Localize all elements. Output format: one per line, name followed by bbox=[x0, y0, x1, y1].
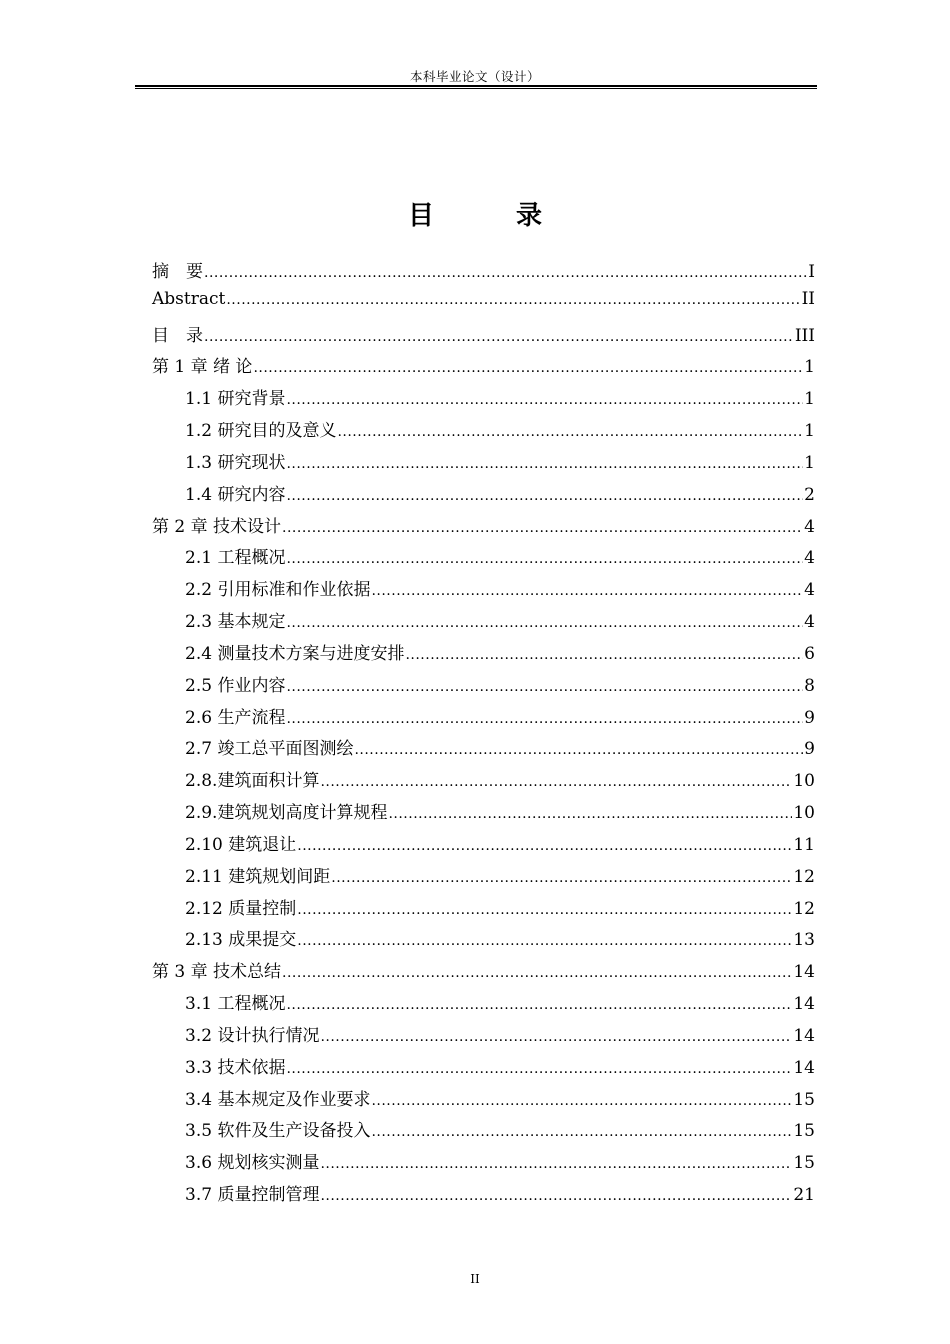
toc-entry-label: 2.8.建筑面积计算 bbox=[185, 771, 320, 792]
toc-entry[interactable] bbox=[152, 671, 815, 703]
toc-entry-label: 2.13 成果提交 bbox=[185, 930, 297, 951]
toc-dot-leader bbox=[286, 485, 803, 505]
toc-entry-label: 3.6 规划核实测量 bbox=[185, 1153, 320, 1174]
toc-dot-leader bbox=[320, 1153, 792, 1173]
toc-entry-label: 3.4 基本规定及作业要求 bbox=[185, 1089, 371, 1110]
toc-entry-page: 15 bbox=[793, 1121, 815, 1142]
toc-entry[interactable] bbox=[152, 1021, 815, 1053]
toc-entry-page: 12 bbox=[793, 866, 815, 887]
toc-entry[interactable] bbox=[152, 989, 815, 1021]
toc-dot-leader bbox=[286, 548, 803, 568]
toc-entry-page: 10 bbox=[793, 771, 815, 792]
toc-entry-label: 第 2 章 技术设计 bbox=[152, 516, 282, 537]
toc-entry-label: 1.3 研究现状 bbox=[185, 452, 286, 473]
toc-dot-leader bbox=[282, 962, 792, 982]
toc-entry-page: 15 bbox=[793, 1153, 815, 1174]
toc-entry-page: 6 bbox=[804, 643, 815, 664]
toc-entry[interactable] bbox=[152, 639, 815, 671]
toc-entry[interactable] bbox=[152, 894, 815, 926]
toc-dot-leader bbox=[297, 930, 792, 950]
toc-entry[interactable] bbox=[152, 1180, 815, 1212]
toc-entry-page: 1 bbox=[804, 357, 815, 378]
toc-entry-label: 3.1 工程概况 bbox=[185, 994, 286, 1015]
toc-entry-label: 2.1 工程概况 bbox=[185, 548, 286, 569]
toc-entry[interactable] bbox=[152, 416, 815, 448]
toc-entry-label: 1.4 研究内容 bbox=[185, 484, 286, 505]
toc-entry[interactable] bbox=[152, 384, 815, 416]
toc-entry-label: 2.2 引用标准和作业依据 bbox=[185, 580, 371, 601]
toc-dot-leader bbox=[286, 1058, 792, 1078]
toc-entry[interactable] bbox=[152, 607, 815, 639]
toc-dot-leader bbox=[226, 289, 800, 309]
toc-entry-page: 13 bbox=[793, 930, 815, 951]
toc-entry-label: 2.9.建筑规划高度计算规程 bbox=[185, 803, 388, 824]
toc-entry-label: 3.7 质量控制管理 bbox=[185, 1185, 320, 1206]
toc-dot-leader bbox=[297, 835, 792, 855]
toc-dot-leader bbox=[354, 739, 803, 759]
toc-entry[interactable] bbox=[152, 289, 815, 321]
toc-entry[interactable] bbox=[152, 321, 815, 353]
toc-entry[interactable] bbox=[152, 734, 815, 766]
toc-entry-label: 3.5 软件及生产设备投入 bbox=[185, 1121, 371, 1142]
toc-entry[interactable] bbox=[152, 543, 815, 575]
toc-entry-label: 2.7 竣工总平面图测绘 bbox=[185, 739, 354, 760]
toc-entry-page: 14 bbox=[793, 1025, 815, 1046]
toc-entry[interactable] bbox=[152, 257, 815, 289]
toc-entry-label: 2.5 作业内容 bbox=[185, 675, 286, 696]
toc-entry-label: 第 1 章 绪 论 bbox=[152, 357, 253, 378]
toc-entry-label: 3.2 设计执行情况 bbox=[185, 1025, 320, 1046]
toc-entry-page: 15 bbox=[793, 1089, 815, 1110]
toc-dot-leader bbox=[331, 867, 792, 887]
toc-dot-leader bbox=[337, 421, 803, 441]
toc-entry-page: 9 bbox=[804, 739, 815, 760]
toc-entry-page: 12 bbox=[793, 898, 815, 919]
toc-entry-page: 4 bbox=[804, 612, 815, 633]
toc-entry-label: 2.3 基本规定 bbox=[185, 612, 286, 633]
toc-dot-leader bbox=[286, 708, 803, 728]
toc-entry-page: 4 bbox=[804, 580, 815, 601]
toc-dot-leader bbox=[204, 262, 807, 282]
toc-entry-page: 9 bbox=[804, 707, 815, 728]
toc-dot-leader bbox=[371, 1090, 792, 1110]
toc-entry-page: 1 bbox=[804, 452, 815, 473]
toc-dot-leader bbox=[286, 676, 803, 696]
toc-entry-label: 1.2 研究目的及意义 bbox=[185, 421, 337, 442]
toc-entry[interactable] bbox=[152, 575, 815, 607]
toc-dot-leader bbox=[405, 644, 803, 664]
toc-entry-label: 摘 要 bbox=[152, 262, 203, 282]
toc-entry-page: I bbox=[808, 262, 815, 282]
toc-entry[interactable] bbox=[152, 1148, 815, 1180]
toc-entry-page: 4 bbox=[804, 516, 815, 537]
toc-dot-leader bbox=[286, 389, 803, 409]
toc-dot-leader bbox=[253, 357, 803, 377]
toc-entry-label: 2.11 建筑规划间距 bbox=[185, 866, 331, 887]
toc-entry-label: 2.4 测量技术方案与进度安排 bbox=[185, 643, 405, 664]
toc-dot-leader bbox=[371, 580, 803, 600]
toc-dot-leader bbox=[286, 612, 803, 632]
toc-dot-leader bbox=[286, 994, 792, 1014]
page-number: II bbox=[470, 1272, 480, 1286]
toc-entry-page: 2 bbox=[804, 484, 815, 505]
toc-entry-page: 21 bbox=[793, 1185, 815, 1206]
toc-entry-page: 11 bbox=[793, 834, 815, 855]
toc-entry-label: 第 3 章 技术总结 bbox=[152, 962, 282, 983]
toc-list bbox=[152, 257, 815, 1212]
toc-entry[interactable] bbox=[152, 352, 815, 384]
toc-entry-page: II bbox=[801, 288, 815, 309]
toc-entry-page: 8 bbox=[804, 675, 815, 696]
toc-dot-leader bbox=[204, 326, 794, 346]
toc-dot-leader bbox=[282, 517, 803, 537]
toc-entry[interactable] bbox=[152, 512, 815, 544]
toc-dot-leader bbox=[297, 899, 792, 919]
toc-entry-label: 1.1 研究背景 bbox=[185, 389, 286, 410]
toc-entry-page: 4 bbox=[804, 548, 815, 569]
toc-dot-leader bbox=[286, 453, 803, 473]
toc-entry-label: 目 录 bbox=[152, 325, 203, 346]
running-header: 本科毕业论文（设计） bbox=[409, 69, 540, 84]
toc-dot-leader bbox=[388, 803, 792, 823]
toc-entry[interactable] bbox=[152, 862, 815, 894]
toc-entry-page: 1 bbox=[804, 421, 815, 442]
toc-entry[interactable] bbox=[152, 1085, 815, 1117]
toc-entry-page: 14 bbox=[793, 1057, 815, 1078]
toc-entry-page: 14 bbox=[793, 962, 815, 983]
toc-entry[interactable] bbox=[152, 957, 815, 989]
toc-entry-label: 3.3 技术依据 bbox=[185, 1057, 286, 1078]
toc-entry[interactable] bbox=[152, 1116, 815, 1148]
toc-dot-leader bbox=[320, 1185, 792, 1205]
toc-entry-page: 1 bbox=[804, 389, 815, 410]
toc-entry[interactable] bbox=[152, 830, 815, 862]
toc-entry-label: 2.10 建筑退让 bbox=[185, 834, 297, 855]
toc-dot-leader bbox=[320, 771, 792, 791]
toc-entry-page: 10 bbox=[793, 803, 815, 824]
toc-entry[interactable] bbox=[152, 798, 815, 830]
header-rule bbox=[135, 85, 817, 89]
toc-entry[interactable] bbox=[152, 448, 815, 480]
toc-dot-leader bbox=[371, 1121, 792, 1141]
toc-entry-page: III bbox=[794, 325, 815, 346]
toc-entry-label: 2.12 质量控制 bbox=[185, 898, 297, 919]
toc-entry-label: 2.6 生产流程 bbox=[185, 707, 286, 728]
toc-entry[interactable] bbox=[152, 1053, 815, 1085]
toc-entry-page: 14 bbox=[793, 994, 815, 1015]
toc-entry[interactable] bbox=[152, 480, 815, 512]
toc-title: 目 录 bbox=[407, 201, 570, 231]
toc-entry[interactable] bbox=[152, 925, 815, 957]
toc-entry[interactable] bbox=[152, 766, 815, 798]
toc-entry-label: Abstract bbox=[152, 288, 226, 309]
toc-dot-leader bbox=[320, 1026, 792, 1046]
toc-entry[interactable] bbox=[152, 703, 815, 735]
